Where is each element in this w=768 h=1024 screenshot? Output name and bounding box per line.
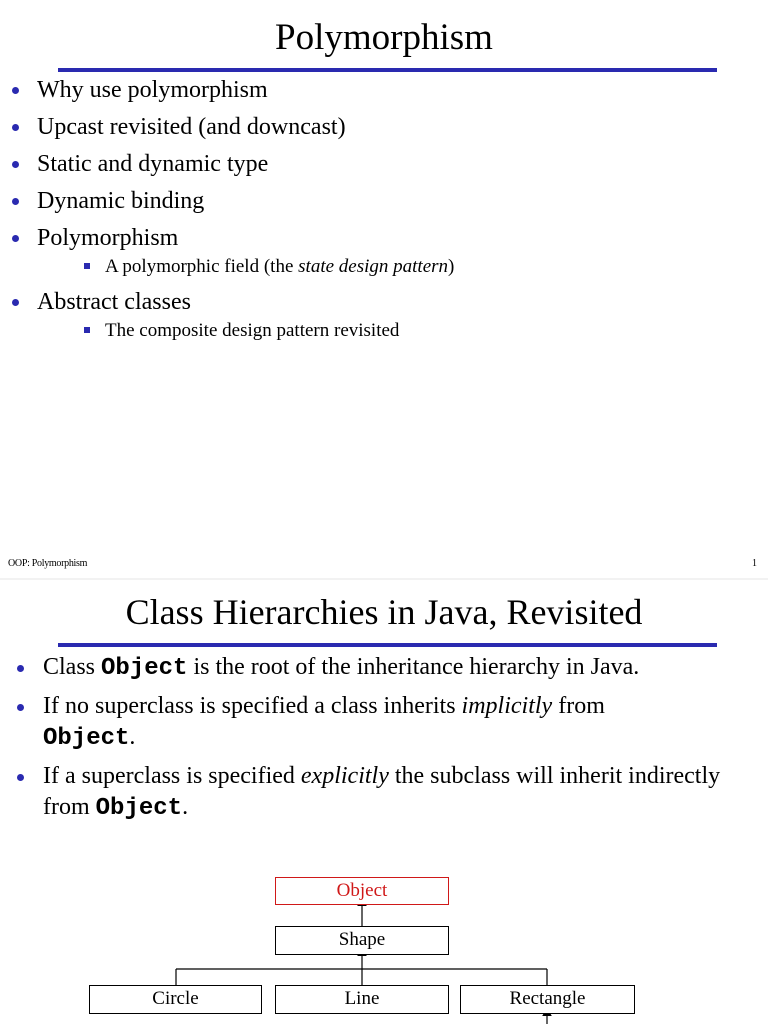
bullet-list (0, 75, 454, 351)
code-object: Object (95, 795, 183, 822)
class-box-object: Object (275, 877, 449, 905)
bullet-item: Dynamic binding (0, 186, 454, 216)
bullet-item: Static and dynamic type (0, 149, 454, 179)
bullet-dot-icon (12, 299, 19, 306)
sub-bullet-square-icon (84, 327, 90, 333)
bullet-dot-icon (12, 124, 19, 131)
class-box-circle: Circle (89, 985, 262, 1014)
slide-class-hierarchies (0, 580, 768, 1024)
bullet-item: Class Object is the root of the inheritance hierarchy in Java. (0, 652, 733, 684)
class-hierarchy-diagram (0, 580, 768, 1024)
class-box-rectangle: Rectangle (460, 985, 635, 1014)
bullet-item: Polymorphism A polymorphic field (the state design pattern) (0, 223, 454, 279)
code-object: Object (43, 725, 130, 752)
class-box-shape: Shape (275, 926, 449, 955)
sub-bullet-item: A polymorphic field (the state design pattern) (37, 255, 454, 279)
slide-title: Class Hierarchies in Java, Revisited (125, 592, 643, 632)
bullet-dot-icon (12, 198, 19, 205)
bullet-item: Why use polymorphism (0, 75, 454, 105)
bullet-item: Upcast revisited (and downcast) (0, 112, 454, 142)
bullet-item: If a superclass is specified explicitly the subclass will inherit indirectly from Object. (0, 761, 733, 824)
bullet-dot-icon (12, 161, 19, 168)
bullet-dot-icon (12, 235, 19, 242)
slide-title: Polymorphism (275, 17, 493, 58)
sub-bullet-square-icon (84, 263, 90, 269)
slide-footer: OOP: Polymorphism (8, 558, 88, 569)
sub-bullet-item: The composite design pattern revisited (37, 319, 454, 343)
title-rule (58, 68, 717, 72)
page-number: 1 (752, 558, 757, 569)
code-object: Object (101, 655, 188, 682)
bullet-dot-icon (12, 87, 19, 94)
class-box-line: Line (275, 985, 449, 1014)
bullet-item: If no superclass is specified a class inherits implicitly from Object. (0, 691, 733, 754)
bullet-item: Abstract classes The composite design pattern revisited (0, 287, 454, 343)
